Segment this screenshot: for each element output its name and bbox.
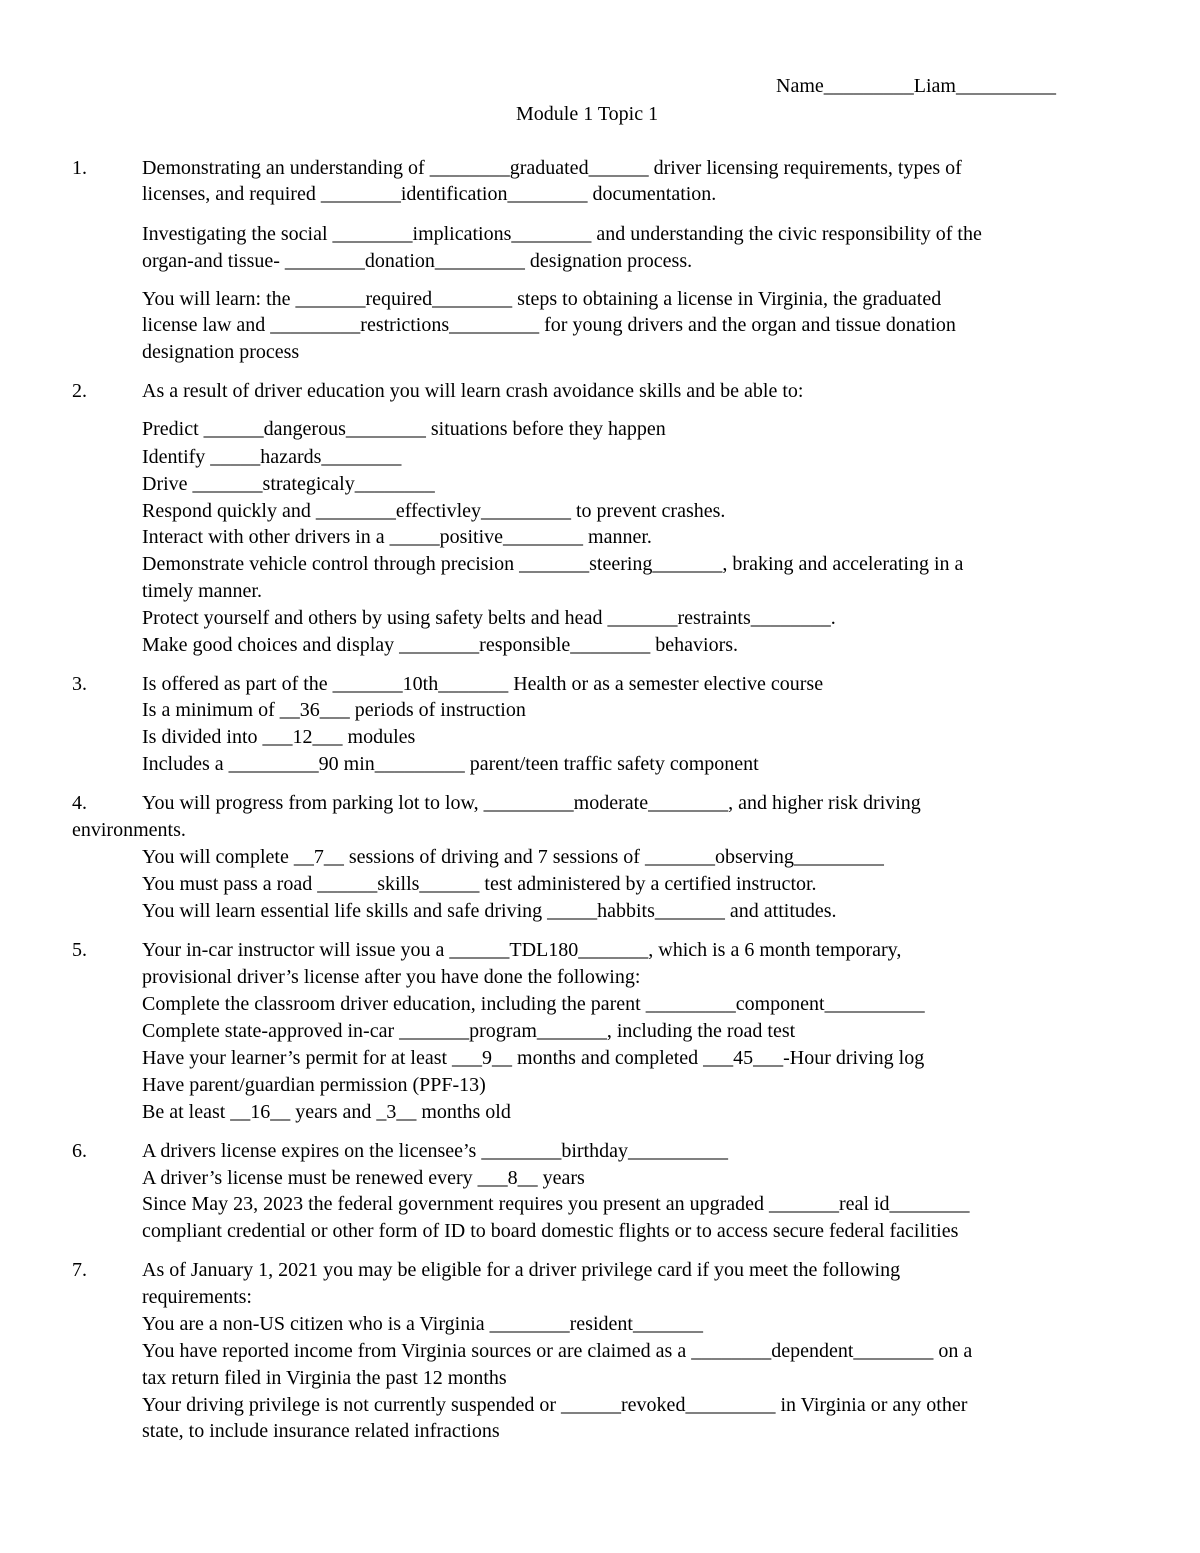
page-title: Module 1 Topic 1 (516, 103, 659, 125)
text-line: You will learn essential life skills and safe driving _____habbits_______ and attitudes. (142, 900, 837, 922)
question-number: 5. (72, 939, 87, 961)
text-line: Interact with other drivers in a _____positive________ manner. (142, 526, 652, 548)
text-line: requirements: (142, 1286, 252, 1308)
text-line: You will complete __7__ sessions of driving and 7 sessions of _______observing_________ (142, 846, 884, 868)
text-line: Complete the classroom driver education, including the parent _________component__________ (142, 993, 925, 1015)
name-line: Name_________Liam__________ (776, 75, 1056, 97)
text-line: Demonstrate vehicle control through precision _______steering_______, braking and accelerating in a (142, 553, 964, 575)
text-line: Is offered as part of the _______10th_______ Health or as a semester elective course (142, 673, 824, 695)
text-line: Includes a _________90 min_________ parent/teen traffic safety component (142, 753, 759, 775)
text-line: compliant credential or other form of ID to board domestic flights or to access secure federal facilities (142, 1220, 959, 1242)
text-line: Demonstrating an understanding of ________graduated______ driver licensing requirements, types of (142, 157, 962, 179)
text-line: Have parent/guardian permission (PPF-13) (142, 1074, 486, 1096)
text-line: Predict ______dangerous________ situations before they happen (142, 418, 666, 440)
text-line: As of January 1, 2021 you may be eligible for a driver privilege card if you meet the following (142, 1259, 901, 1281)
question-number: 7. (72, 1259, 87, 1281)
question-number: 1. (72, 157, 87, 179)
text-line: organ-and tissue- ________donation_________ designation process. (142, 250, 693, 272)
text-line: Identify _____hazards________ (142, 446, 402, 468)
text-line: Is a minimum of __36___ periods of instruction (142, 699, 526, 721)
text-line: provisional driver’s license after you have done the following: (142, 966, 641, 988)
text-line: As a result of driver education you will learn crash avoidance skills and be able to: (142, 380, 804, 402)
text-line: You will progress from parking lot to low, _________moderate________, and higher risk driving (142, 792, 921, 814)
text-line: Since May 23, 2023 the federal government requires you present an upgraded _______real id________ (142, 1193, 970, 1215)
text-line: tax return filed in Virginia the past 12 months (142, 1367, 507, 1389)
text-line: Is divided into ___12___ modules (142, 726, 416, 748)
text-line: Protect yourself and others by using safety belts and head _______restraints________. (142, 607, 836, 629)
text-line: timely manner. (142, 580, 262, 602)
text-line: A driver’s license must be renewed every ___8__ years (142, 1167, 585, 1189)
text-line: You are a non-US citizen who is a Virginia ________resident_______ (142, 1313, 703, 1335)
text-line: Drive _______strategicaly________ (142, 473, 435, 495)
text-line: Be at least __16__ years and _3__ months old (142, 1101, 511, 1123)
text-line: licenses, and required ________identification________ documentation. (142, 183, 717, 205)
text-line: A drivers license expires on the licensee’s ________birthday__________ (142, 1140, 728, 1162)
text-line: You must pass a road ______skills______ test administered by a certified instructor. (142, 873, 817, 895)
text-line: Investigating the social ________implications________ and understanding the civic responsibility of the (142, 223, 982, 245)
question-number: 6. (72, 1140, 87, 1162)
text-line: Make good choices and display ________responsible________ behaviors. (142, 634, 739, 656)
question-number: 3. (72, 673, 87, 695)
text-line: designation process (142, 341, 300, 363)
text-line: environments. (72, 819, 186, 841)
question-number: 4. (72, 792, 87, 814)
text-line: Respond quickly and ________effectivley_________ to prevent crashes. (142, 500, 726, 522)
question-number: 2. (72, 380, 87, 402)
text-line: Complete state-approved in-car _______program_______, including the road test (142, 1020, 796, 1042)
text-line: license law and _________restrictions_________ for young drivers and the organ and tissue donation (142, 314, 956, 336)
text-line: You have reported income from Virginia sources or are claimed as a ________dependent________ on a (142, 1340, 973, 1362)
text-line: Your in-car instructor will issue you a ______TDL180_______, which is a 6 month temporary, (142, 939, 902, 961)
text-line: state, to include insurance related infractions (142, 1420, 500, 1442)
text-line: You will learn: the _______required________ steps to obtaining a license in Virginia, the graduated (142, 288, 942, 310)
text-line: Your driving privilege is not currently suspended or ______revoked_________ in Virginia or any other (142, 1394, 968, 1416)
text-line: Have your learner’s permit for at least ___9__ months and completed ___45___-Hour driving log (142, 1047, 925, 1069)
